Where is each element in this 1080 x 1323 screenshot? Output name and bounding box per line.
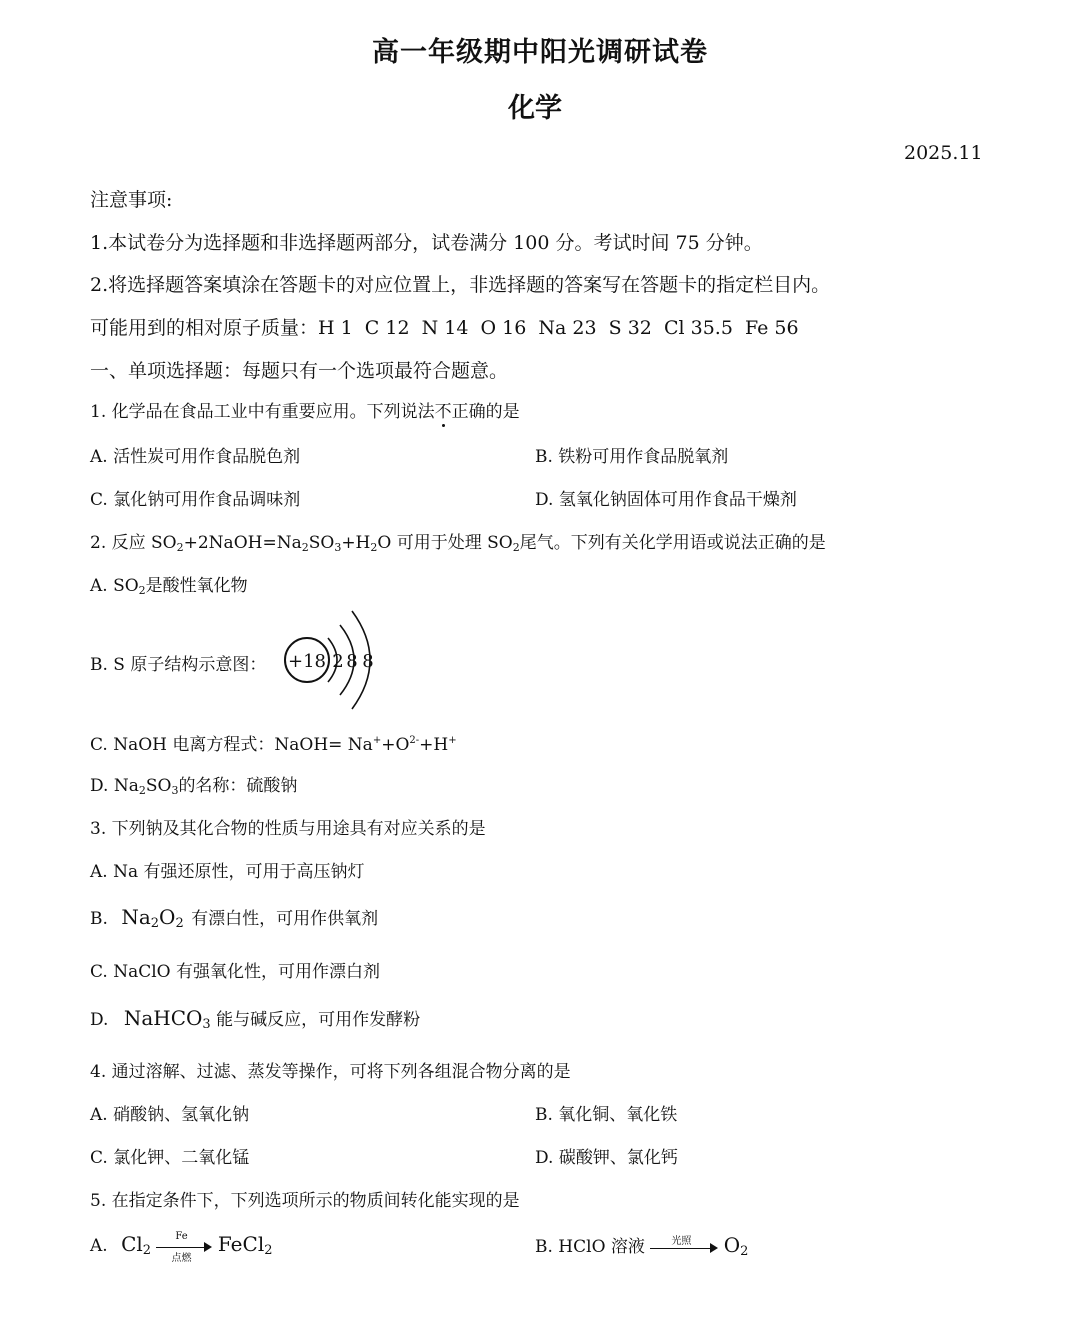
question-5-stem: 5. 在指定条件下，下列选项所示的物质间转化能实现的是 (90, 1191, 520, 1211)
formula-na2o2: $Na_2O_2$ (121, 905, 184, 931)
electron-shell-1: 2 (332, 651, 344, 672)
question-2-option-b-label: B. S 原子结构示意图： (90, 655, 267, 675)
question-2-option-d: D. $Na_2SO_3$的名称：硫酸钠 (90, 776, 298, 797)
notice-heading: 注意事项: (90, 189, 173, 211)
subject-title: 化学 (508, 93, 562, 124)
atomic-masses: 可能用到的相对原子质量：H 1 C 12 N 14 O 16 Na 23 S 32 Cl 35.5 Fe 56 (90, 317, 799, 339)
formula-nahco3: NaHCO$_3$ (123, 1006, 211, 1032)
question-1-option-a: A. 活性炭可用作食品脱色剂 (90, 447, 301, 467)
question-5-option-a: A. $Cl_2$ Fe 点燃 FeCl$_2$ (90, 1230, 273, 1264)
question-2-option-a: A. $SO_2$是酸性氧化物 (90, 576, 248, 597)
notice-item-2: 2.将选择题答案填涂在答题卡的对应位置上，非选择题的答案写在答题卡的指定栏目内。 (90, 274, 831, 296)
question-3-option-d: D. NaHCO$_3$ 能与碱反应，可用作发酵粉 (90, 1006, 421, 1032)
question-4-stem: 4. 通过溶解、过滤、蒸发等操作，可将下列各组混合物分离的是 (90, 1062, 571, 1082)
question-3-stem: 3. 下列钠及其化合物的性质与用途具有对应关系的是 (90, 819, 486, 839)
question-3-option-c: C. NaClO 有强氧化性，可用作漂白剂 (90, 962, 381, 982)
question-4-option-a: A. 硝酸钠、氢氧化钠 (90, 1105, 250, 1125)
exam-title: 高一年级期中阳光调研试卷 (372, 37, 708, 68)
reaction-arrow: 光照 (650, 1238, 718, 1258)
emphasis-not: 不 (434, 402, 452, 422)
reaction-arrow: Fe 点燃 (156, 1237, 212, 1257)
atom-structure-diagram (280, 605, 390, 715)
question-1-option-c: C. 氯化钠可用作食品调味剂 (90, 490, 301, 510)
question-1-stem: 1. 化学品在食品工业中有重要应用。下列说法不正确的是 (90, 402, 520, 422)
question-1-option-d: D. 氢氧化钠固体可用作食品干燥剂 (535, 490, 797, 510)
question-3-option-a: A. Na 有强还原性，可用于高压钠灯 (90, 862, 365, 882)
question-2-stem: 2. 反应 $SO_2+2NaOH=Na_2SO_3+H_2O$ 可用于处理 $SO_2$尾气。下列有关化学用语或说法正确的是 (90, 533, 826, 554)
question-4-option-d: D. 碳酸钾、氯化钙 (535, 1148, 678, 1168)
nucleus-charge: +18 (288, 651, 326, 672)
electron-shell-3: 8 (362, 651, 374, 672)
question-4-option-b: B. 氧化铜、氧化铁 (535, 1105, 678, 1125)
section-heading: 一、单项选择题：每题只有一个选项最符合题意。 (90, 360, 509, 382)
question-1-option-b: B. 铁粉可用作食品脱氧剂 (535, 447, 729, 467)
question-3-option-b: B. $Na_2O_2$ 有漂白性，可用作供氧剂 (90, 905, 379, 931)
notice-item-1: 1.本试卷分为选择题和非选择题两部分，试卷满分 100 分。考试时间 75 分钟。 (90, 232, 763, 254)
question-2-option-c: C. NaOH 电离方程式：NaOH= $Na^++O^{2-}+H^+$ (90, 735, 457, 755)
question-4-option-c: C. 氯化钾、二氧化锰 (90, 1148, 250, 1168)
electron-shell-2: 8 (346, 651, 358, 672)
question-5-option-b: B. HClO 溶液 光照 $O_2$ (535, 1233, 749, 1259)
exam-date: 2025.11 (904, 142, 983, 164)
